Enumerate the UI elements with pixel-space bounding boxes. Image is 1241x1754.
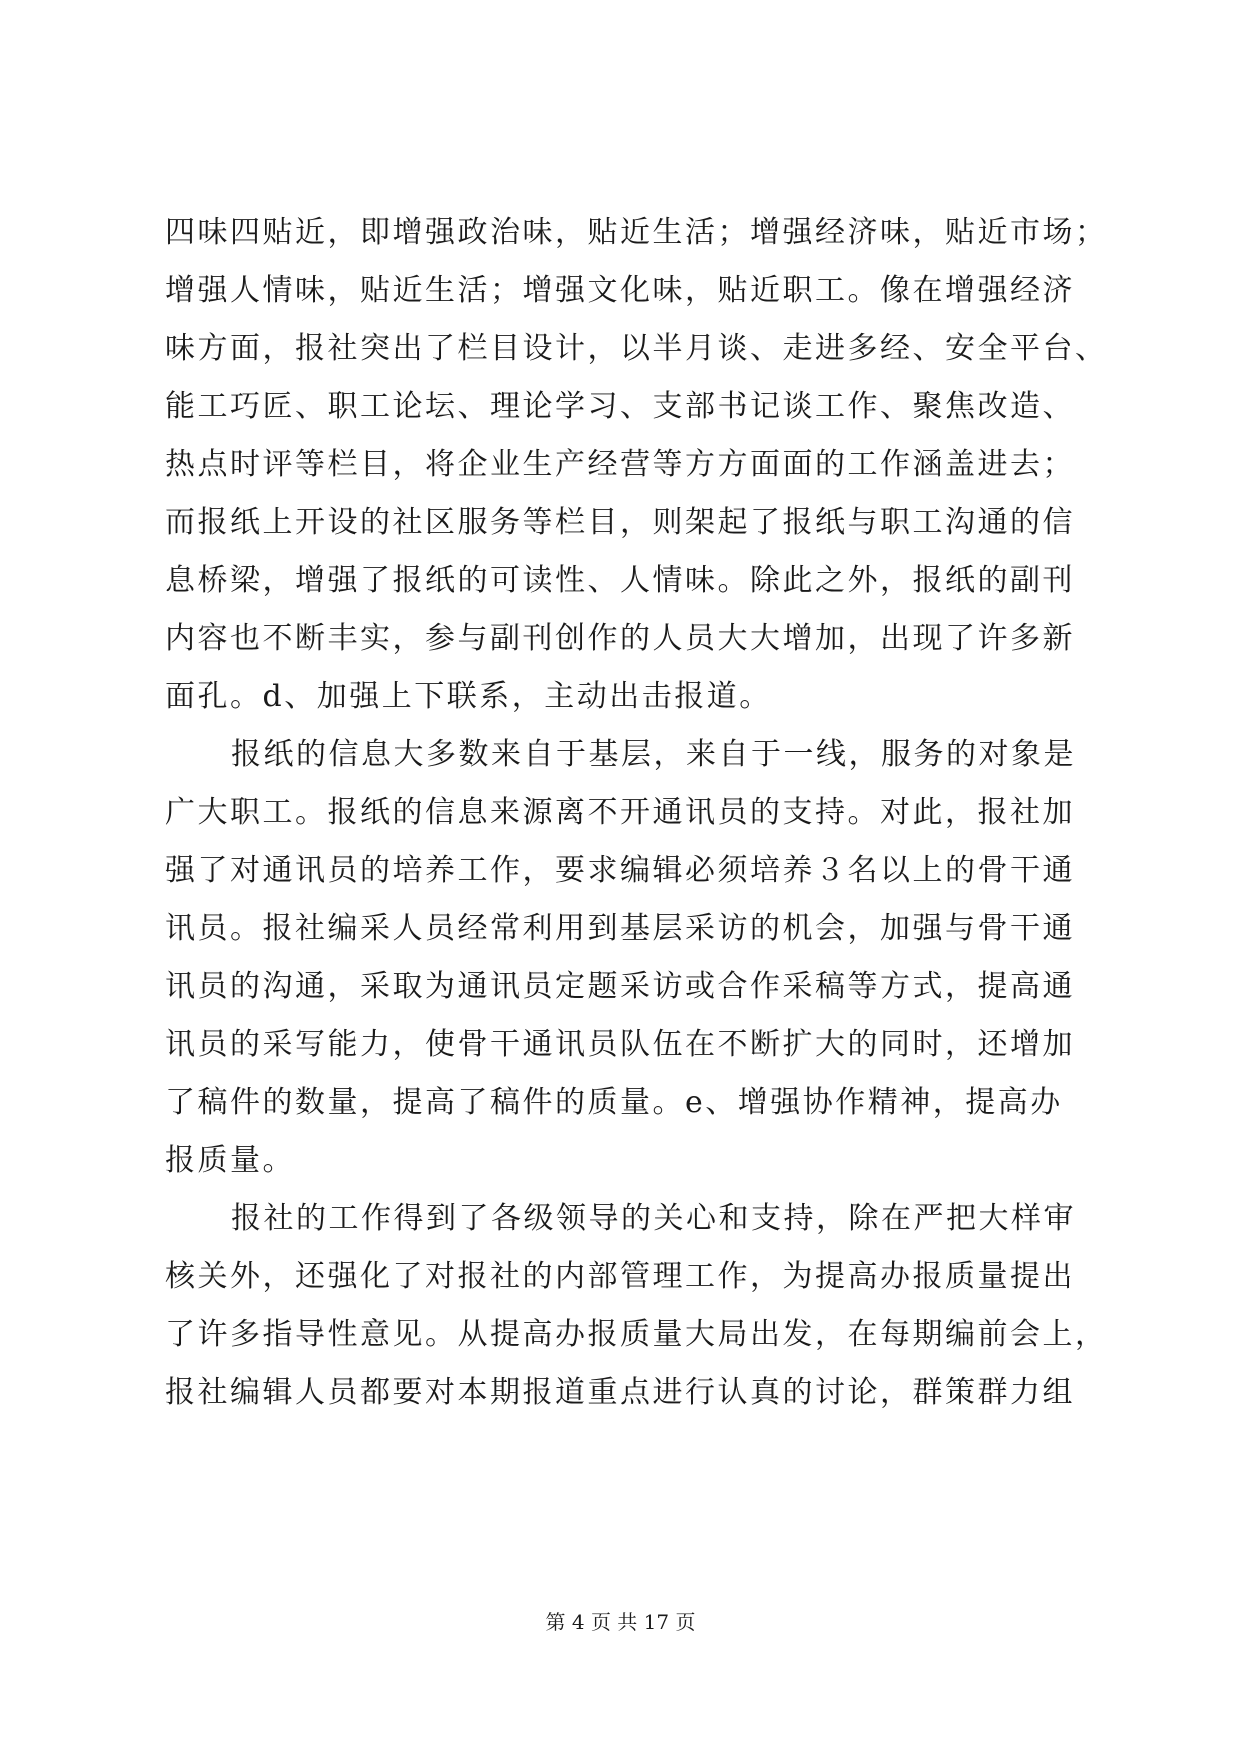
text-line: 味方面，报社突出了栏目设计，以半月谈、走进多经、安全平台、 — [165, 331, 1108, 366]
paragraph-start-line: 报纸的信息大多数来自于基层，来自于一线，服务的对象是 — [231, 737, 1076, 772]
text-line: 增强人情味，贴近生活；增强文化味，贴近职工。像在增强经济 — [165, 273, 1075, 308]
text-line: 了许多指导性意见。从提高办报质量大局出发，在每期编前会上， — [165, 1317, 1108, 1352]
text-line: 报质量。 — [165, 1143, 295, 1178]
text-line: 报社编辑人员都要对本期报道重点进行认真的讨论，群策群力组 — [165, 1375, 1075, 1410]
text-line: 能工巧匠、职工论坛、理论学习、支部书记谈工作、聚焦改造、 — [165, 389, 1075, 424]
text-line: 息桥梁，增强了报纸的可读性、人情味。除此之外，报纸的副刊 — [165, 563, 1075, 598]
page-number-footer: 第 4 页 共 17 页 — [545, 1610, 696, 1634]
text-line: 广大职工。报纸的信息来源离不开通讯员的支持。对此，报社加 — [165, 795, 1075, 830]
text-line: 热点时评等栏目，将企业生产经营等方方面面的工作涵盖进去； — [165, 447, 1075, 482]
text-line: 了稿件的数量，提高了稿件的质量。e、增强协作精神，提高办 — [165, 1085, 1063, 1120]
text-line: 讯员。报社编采人员经常利用到基层采访的机会，加强与骨干通 — [165, 911, 1075, 946]
text-line: 讯员的沟通，采取为通讯员定题采访或合作采稿等方式，提高通 — [165, 969, 1075, 1004]
text-line: 强了对通讯员的培养工作，要求编辑必须培养３名以上的骨干通 — [165, 853, 1075, 888]
text-line: 讯员的采写能力，使骨干通讯员队伍在不断扩大的同时，还增加 — [165, 1027, 1075, 1062]
text-line: 核关外，还强化了对报社的内部管理工作，为提高办报质量提出 — [165, 1259, 1075, 1294]
text-line: 而报纸上开设的社区服务等栏目，则架起了报纸与职工沟通的信 — [165, 505, 1075, 540]
text-line: 面孔。d、加强上下联系，主动出击报道。 — [165, 679, 772, 714]
text-line: 四味四贴近，即增强政治味，贴近生活；增强经济味，贴近市场； — [165, 215, 1108, 250]
text-line: 内容也不断丰实，参与副刊创作的人员大大增加，出现了许多新 — [165, 621, 1075, 656]
paragraph-start-line: 报社的工作得到了各级领导的关心和支持，除在严把大样审 — [231, 1201, 1076, 1236]
body-text — [165, 204, 1108, 1422]
